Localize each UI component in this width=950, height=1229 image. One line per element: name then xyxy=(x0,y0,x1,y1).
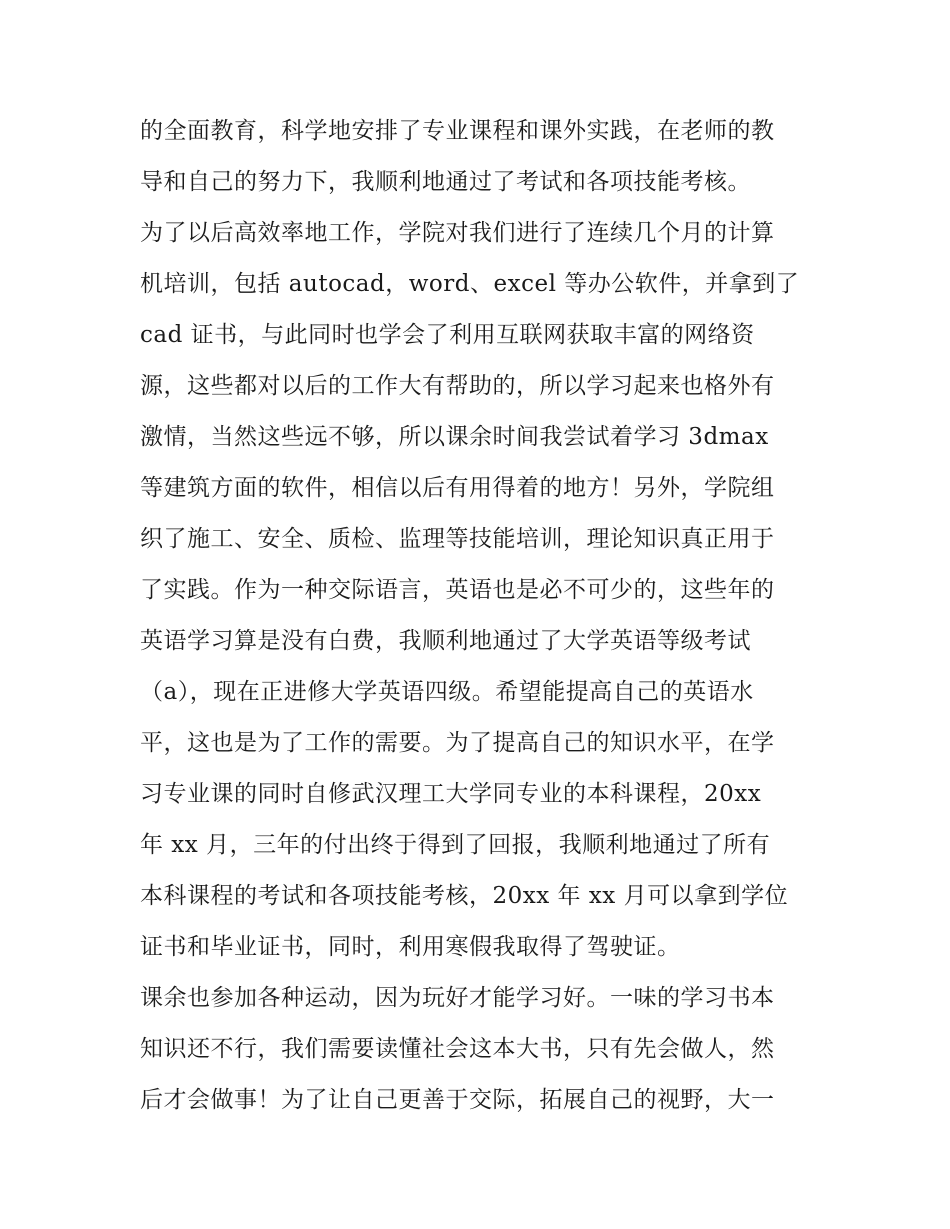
text-line: 本科课程的考试和各项技能考核，20xx 年 xx 月可以拿到学位 xyxy=(140,883,789,909)
text-line: 年 xx 月，三年的付出终于得到了回报，我顺利地通过了所有 xyxy=(140,832,771,858)
text-line: 为了以后高效率地工作，学院对我们进行了连续几个月的计算 xyxy=(140,220,775,246)
text-line: 习专业课的同时自修武汉理工大学同专业的本科课程，20xx xyxy=(140,781,762,807)
text-line: 了实践。作为一种交际语言，英语也是必不可少的，这些年的 xyxy=(140,577,775,603)
document-body-text xyxy=(140,106,820,1126)
text-line: 证书和毕业证书，同时，利用寒假我取得了驾驶证。 xyxy=(140,934,681,960)
text-line: 激情，当然这些远不够，所以课余时间我尝试着学习 3dmax xyxy=(140,424,769,450)
text-line: 英语学习算是没有白费，我顺利地通过了大学英语等级考试 xyxy=(140,628,751,654)
text-line: 源，这些都对以后的工作大有帮助的，所以学习起来也格外有 xyxy=(140,373,775,399)
text-line: 后才会做事！为了让自己更善于交际，拓展自己的视野，大一 xyxy=(140,1087,775,1113)
text-line: 知识还不行，我们需要读懂社会这本大书，只有先会做人，然 xyxy=(140,1036,775,1062)
text-line: cad 证书，与此同时也学会了利用互联网获取丰富的网络资 xyxy=(140,322,755,348)
text-line: 等建筑方面的软件，相信以后有用得着的地方！另外，学院组 xyxy=(140,475,775,501)
text-line: 的全面教育，科学地安排了专业课程和课外实践，在老师的教 xyxy=(140,118,775,144)
text-line: （a），现在正进修大学英语四级。希望能提高自己的英语水 xyxy=(140,679,754,705)
text-line: 课余也参加各种运动，因为玩好才能学习好。一味的学习书本 xyxy=(140,985,775,1011)
text-line: 机培训，包括 autocad，word、excel 等办公软件，并拿到了 xyxy=(140,271,800,297)
text-line: 导和自己的努力下，我顺利地通过了考试和各项技能考核。 xyxy=(140,169,751,195)
text-line: 织了施工、安全、质检、监理等技能培训，理论知识真正用于 xyxy=(140,526,775,552)
text-line: 平，这也是为了工作的需要。为了提高自己的知识水平，在学 xyxy=(140,730,775,756)
